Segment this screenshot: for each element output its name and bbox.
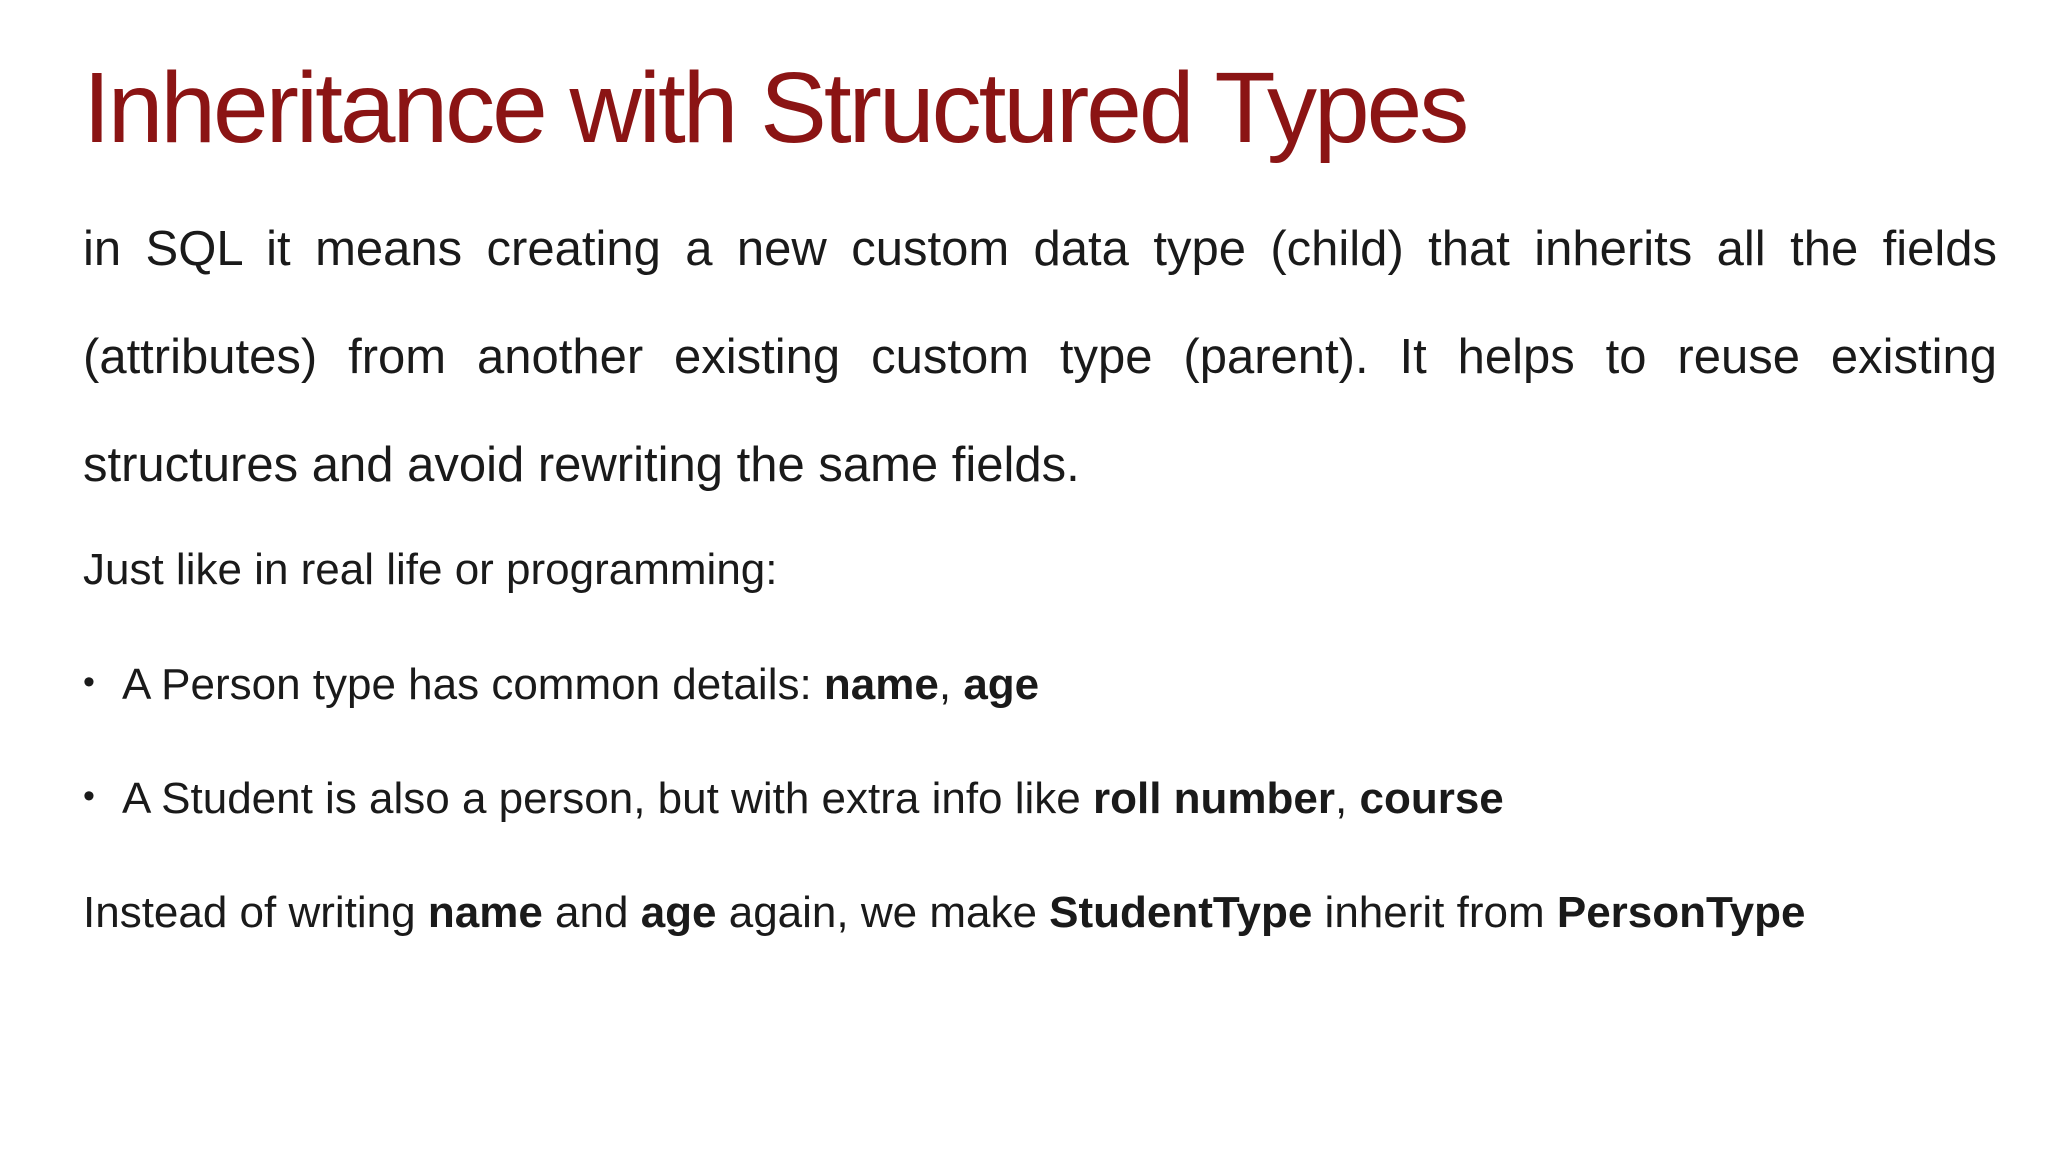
bullet-text: A Student is also a person, but with extra info like (122, 774, 1093, 823)
bold-term: age (640, 888, 717, 937)
conclusion-part: Instead of writing (83, 888, 428, 937)
separator: , (938, 660, 964, 709)
bullet-text: A Person type has common details: (122, 660, 824, 709)
bold-term: PersonType (1556, 888, 1806, 937)
bullet-item-person (83, 655, 1039, 715)
bold-term: age (963, 660, 1040, 709)
bold-term: StudentType (1049, 888, 1313, 937)
bullet-icon: • (83, 663, 95, 701)
conclusion-part: again, we make (716, 888, 1050, 937)
lead-text: Just like in real life or programming: (83, 545, 778, 594)
bold-term: course (1359, 774, 1504, 823)
bullet-item-student (83, 769, 1504, 829)
conclusion-part: inherit from (1312, 888, 1557, 937)
slide-title: Inheritance with Structured Types (83, 52, 1467, 164)
bullet-icon: • (83, 777, 95, 815)
conclusion-part: and (542, 888, 641, 937)
bold-term: name (427, 888, 543, 937)
intro-paragraph: in SQL it means creating a new custom data type (child) that inherits all the fields (attributes) from another existing custom type (parent). It helps to reuse existing structures and avoid rewriting the same fields. (83, 222, 1997, 492)
conclusion-text (83, 883, 1805, 943)
bold-term: name (823, 660, 939, 709)
bold-term: roll number (1093, 774, 1336, 823)
separator: , (1335, 774, 1360, 823)
